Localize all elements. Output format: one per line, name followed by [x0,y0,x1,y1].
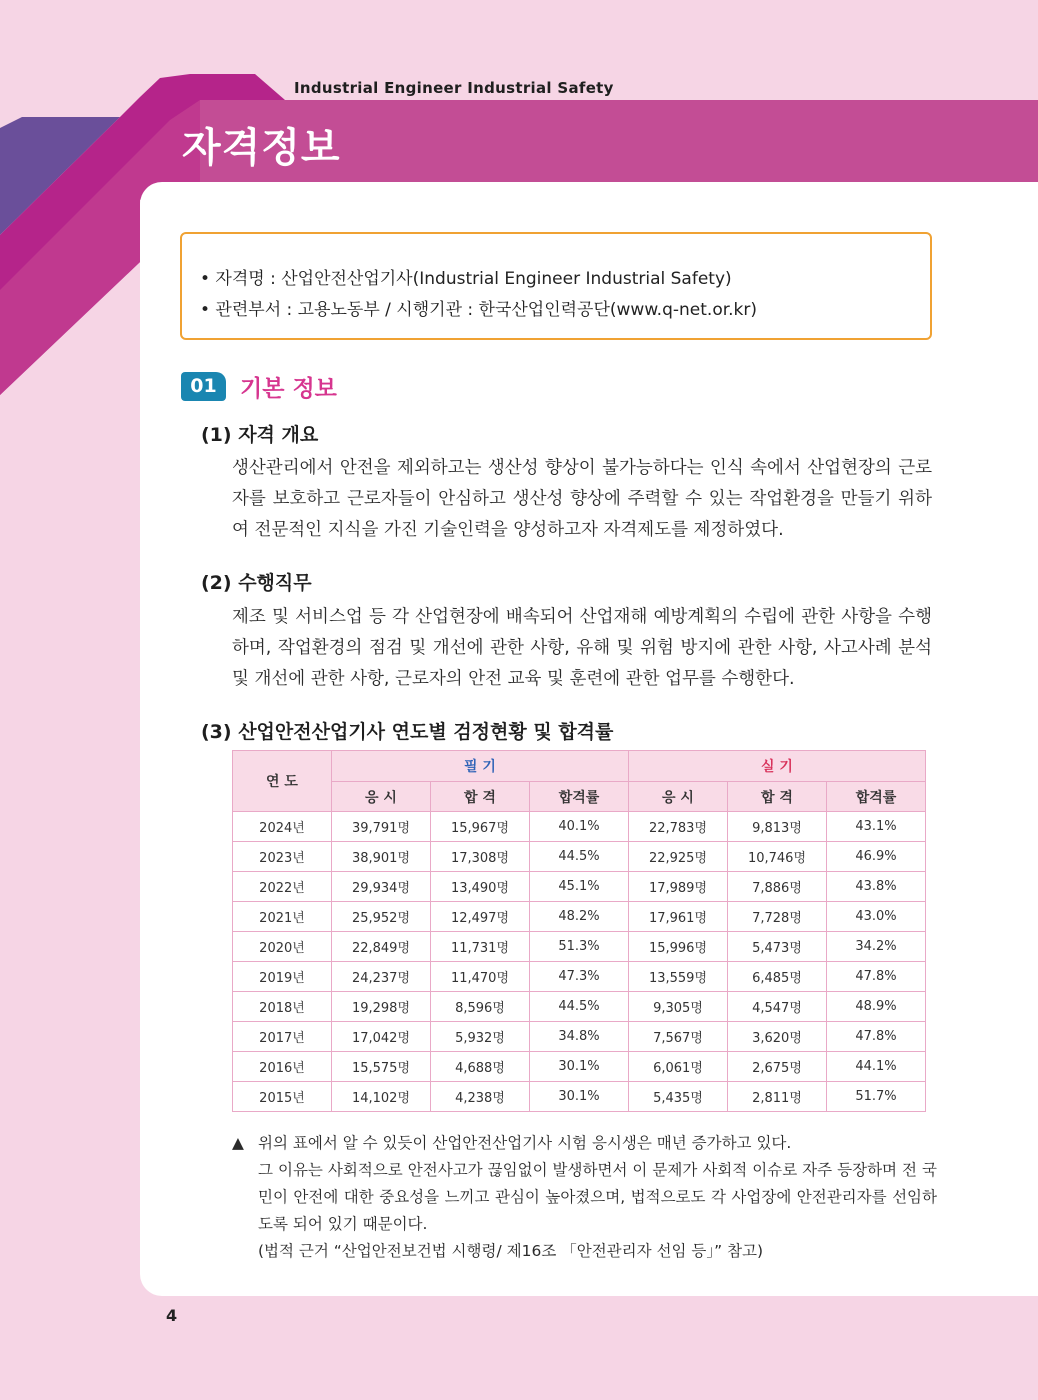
overview-line: 자를 보호하고 근로자들이 안심하고 생산성 향상에 주력할 수 있는 작업환경을 만들기 위하 [232,489,932,509]
cell-written-applicants: 38,901명 [332,842,431,872]
overview-line: 생산관리에서 안전을 제외하고는 생산성 향상이 불가능하다는 인식 속에서 산업현장의 근로 [232,458,932,478]
table-row [233,872,926,902]
cell-year: 2019년 [233,962,332,992]
overview-line: 여 전문적인 지식을 가진 기술인력을 양성하고자 자격제도를 제정하였다. [232,520,784,540]
cell-written-passed: 17,308명 [431,842,530,872]
triangle-marker-icon: ▲ [232,1134,244,1152]
overview-heading: (1) 자격 개요 [201,424,319,446]
cell-year: 2017년 [233,1022,332,1052]
section-title: 기본 정보 [240,376,337,402]
cell-practical-applicants: 5,435명 [629,1082,728,1112]
table-row [233,812,926,842]
cell-written-pass-rate: 34.8% [530,1022,629,1052]
cell-practical-pass-rate: 47.8% [827,962,926,992]
cell-written-applicants: 29,934명 [332,872,431,902]
cell-practical-passed: 4,547명 [728,992,827,1022]
cell-practical-passed: 3,620명 [728,1022,827,1052]
duties-line: 제조 및 서비스업 등 각 산업현장에 배속되어 산업재해 예방계획의 수립에 관한 사항을 수행 [232,607,932,627]
cell-year: 2022년 [233,872,332,902]
stats-heading: (3) 산업안전산업기사 연도별 검정현황 및 합격률 [201,721,614,743]
cell-practical-passed: 7,886명 [728,872,827,902]
cell-practical-passed: 5,473명 [728,932,827,962]
cell-year: 2015년 [233,1082,332,1112]
cell-written-applicants: 22,849명 [332,932,431,962]
table-row [233,1022,926,1052]
page-number: 4 [166,1306,178,1325]
duties-paragraph [232,602,932,695]
cell-practical-passed: 10,746명 [728,842,827,872]
cell-practical-applicants: 13,559명 [629,962,728,992]
cell-practical-applicants: 9,305명 [629,992,728,1022]
cell-written-passed: 5,932명 [431,1022,530,1052]
table-row [233,842,926,872]
section-number-badge: 01 [181,372,226,401]
cell-year: 2020년 [233,932,332,962]
note-line-1: 위의 표에서 알 수 있듯이 산업안전산업기사 시험 응시생은 매년 증가하고 있다. [258,1134,792,1152]
cell-written-passed: 4,688명 [431,1052,530,1082]
cell-practical-pass-rate: 48.9% [827,992,926,1022]
cell-practical-applicants: 6,061명 [629,1052,728,1082]
cell-practical-passed: 9,813명 [728,812,827,842]
cell-written-pass-rate: 30.1% [530,1082,629,1112]
qualification-info-box [180,232,932,340]
cell-practical-applicants: 22,925명 [629,842,728,872]
cell-written-passed: 12,497명 [431,902,530,932]
cell-year: 2023년 [233,842,332,872]
written-passed-header: 합 격 [431,782,530,812]
cell-year: 2021년 [233,902,332,932]
table-note [232,1130,937,1265]
written-pass-rate-header: 합격률 [530,782,629,812]
duties-line: 및 개선에 관한 사항, 근로자의 안전 교육 및 훈련에 관한 업무를 수행한다. [232,669,795,689]
cell-written-pass-rate: 40.1% [530,812,629,842]
info-qualification-name: • 자격명 : 산업안전산업기사(Industrial Engineer Industrial Safety) [200,269,732,289]
cell-practical-applicants: 22,783명 [629,812,728,842]
note-line-2: 그 이유는 사회적으로 안전사고가 끊임없이 발생하면서 이 문제가 사회적 이슈로 자주 등장하며 전 국 [258,1161,937,1179]
cell-written-passed: 11,470명 [431,962,530,992]
cell-practical-pass-rate: 47.8% [827,1022,926,1052]
note-legal-basis: (법적 근거 “산업안전보건법 시행령/ 제16조 「안전관리자 선임 등」” 참고) [258,1242,764,1260]
cell-written-passed: 13,490명 [431,872,530,902]
cell-practical-applicants: 7,567명 [629,1022,728,1052]
cell-practical-applicants: 17,961명 [629,902,728,932]
cell-practical-passed: 2,675명 [728,1052,827,1082]
info-department: • 관련부서 : 고용노동부 / 시행기관 : 한국산업인력공단(www.q-net.or.kr) [200,300,758,320]
duties-line: 하며, 작업환경의 점검 및 개선에 관한 사항, 유해 및 위험 방지에 관한 사항, 사고사례 분석 [232,638,932,658]
table-row [233,1052,926,1082]
exam-stats-body [233,812,926,1112]
cell-written-passed: 11,731명 [431,932,530,962]
cell-written-pass-rate: 45.1% [530,872,629,902]
cell-written-applicants: 17,042명 [332,1022,431,1052]
cell-written-applicants: 24,237명 [332,962,431,992]
table-row [233,902,926,932]
cell-practical-applicants: 17,989명 [629,872,728,902]
cell-practical-passed: 2,811명 [728,1082,827,1112]
cell-written-applicants: 15,575명 [332,1052,431,1082]
cell-written-passed: 4,238명 [431,1082,530,1112]
cell-year: 2018년 [233,992,332,1022]
cell-practical-pass-rate: 51.7% [827,1082,926,1112]
table-row [233,932,926,962]
table-row [233,992,926,1022]
cell-practical-pass-rate: 43.1% [827,812,926,842]
cell-written-pass-rate: 48.2% [530,902,629,932]
cell-written-applicants: 14,102명 [332,1082,431,1112]
cell-written-pass-rate: 44.5% [530,992,629,1022]
practical-exam-header: 실 기 [629,751,926,782]
note-line [232,1130,937,1157]
cell-written-passed: 8,596명 [431,992,530,1022]
cell-practical-passed: 7,728명 [728,902,827,932]
cell-practical-pass-rate: 46.9% [827,842,926,872]
written-exam-header: 필 기 [332,751,629,782]
year-column-header: 연 도 [233,751,332,812]
cell-written-passed: 15,967명 [431,812,530,842]
cell-practical-pass-rate: 44.1% [827,1052,926,1082]
cell-written-applicants: 25,952명 [332,902,431,932]
practical-passed-header: 합 격 [728,782,827,812]
cell-written-applicants: 39,791명 [332,812,431,842]
cell-written-pass-rate: 47.3% [530,962,629,992]
practical-applicants-header: 응 시 [629,782,728,812]
note-line-3: 민이 안전에 대한 중요성을 느끼고 관심이 높아졌으며, 법적으로도 각 사업장에 안전관리자를 선임하 [258,1188,937,1206]
table-row [233,962,926,992]
cell-practical-applicants: 15,996명 [629,932,728,962]
practical-pass-rate-header: 합격률 [827,782,926,812]
cell-practical-pass-rate: 43.0% [827,902,926,932]
note-line-4: 도록 되어 있기 때문이다. [258,1215,428,1233]
written-applicants-header: 응 시 [332,782,431,812]
cell-practical-passed: 6,485명 [728,962,827,992]
cell-written-applicants: 19,298명 [332,992,431,1022]
cell-year: 2024년 [233,812,332,842]
cell-written-pass-rate: 44.5% [530,842,629,872]
cell-year: 2016년 [233,1052,332,1082]
cell-written-pass-rate: 30.1% [530,1052,629,1082]
page-title: 자격정보 [182,125,341,171]
table-row [233,1082,926,1112]
overview-paragraph [232,453,932,546]
cell-practical-pass-rate: 43.8% [827,872,926,902]
duties-heading: (2) 수행직무 [201,572,312,594]
exam-stats-table [232,750,926,1112]
header-label: Industrial Engineer Industrial Safety [294,79,614,97]
cell-practical-pass-rate: 34.2% [827,932,926,962]
cell-written-pass-rate: 51.3% [530,932,629,962]
